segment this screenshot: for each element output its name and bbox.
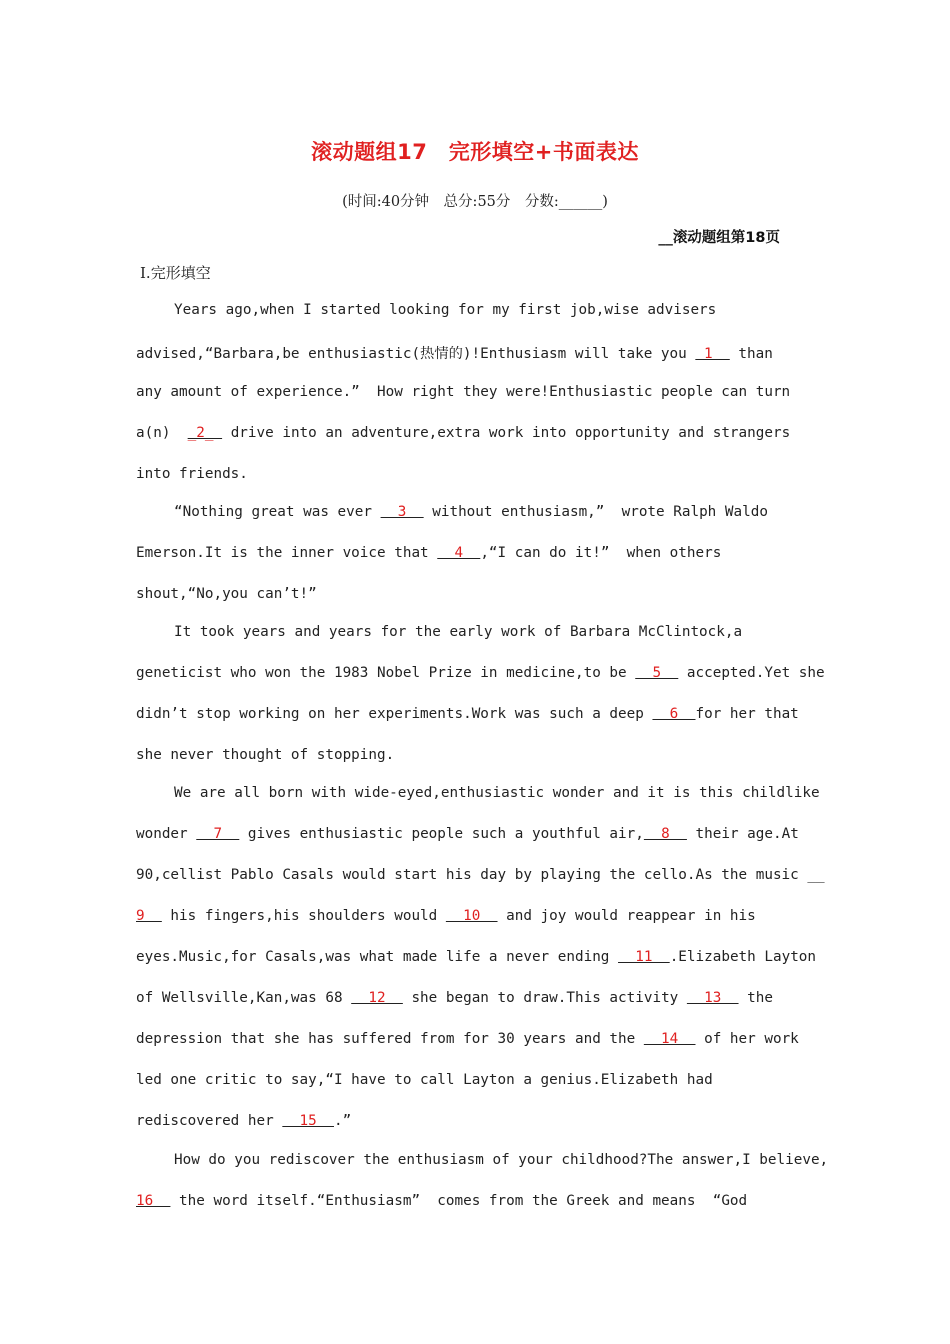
passage-line: rediscovered her 15 .” — [136, 1113, 352, 1129]
page-reference: __滚动题组第18页 — [658, 230, 780, 246]
passage-line: depression that she has suffered from for 30 years and the 14 of her work — [136, 1031, 799, 1047]
page-title: 滚动题组17 完形填空+书面表达 — [311, 140, 639, 164]
blank-13: 13 — [686, 990, 739, 1006]
blank-10: 10 — [445, 908, 498, 924]
passage-line: of Wellsville,Kan,was 68 12 she began to draw.This activity 13 the — [136, 990, 773, 1006]
passage-line: 16 the word itself.“Enthusiasm” comes from the Greek and means “God — [136, 1193, 748, 1209]
blank-12: 12 — [351, 990, 403, 1006]
passage-line: she never thought of stopping. — [136, 747, 395, 763]
passage-line: It took years and years for the early work of Barbara McClintock,a — [174, 624, 743, 640]
blank-1: 1 — [695, 346, 730, 362]
blank-14: 14 — [643, 1031, 696, 1047]
section-heading: Ⅰ.完形填空 — [140, 264, 211, 282]
passage-line: How do you rediscover the enthusiasm of your childhood?The answer,I believe, — [174, 1152, 829, 1168]
passage-line: Years ago,when I started looking for my first job,wise advisers — [174, 302, 717, 318]
blank-5: 5 — [635, 665, 679, 681]
blank-7: 7 — [196, 826, 240, 842]
passage-line: didn’t stop working on her experiments.Work was such a deep 6 for her that — [136, 706, 799, 722]
blank-2: _2_ — [187, 425, 223, 441]
passage-line: any amount of experience.” How right they were!Enthusiastic people can turn — [136, 384, 791, 400]
blank-3: 3 — [380, 504, 424, 520]
passage-line: into friends. — [136, 466, 248, 482]
passage-line: advised,“Barbara,be enthusiastic(热情的)!Enthusiasm will take you 1 than — [136, 346, 773, 362]
passage-line: We are all born with wide-eyed,enthusiastic wonder and it is this childlike — [174, 785, 820, 801]
exam-meta: (时间:40分钟 总分:55分 分数:______) — [342, 194, 608, 210]
passage-line: led one critic to say,“I have to call Layton a genius.Elizabeth had — [136, 1072, 713, 1088]
passage-line: shout,“No,you can’t!” — [136, 586, 317, 602]
passage-line: wonder 7 gives enthusiastic people such a youthful air, 8 their age.At — [136, 826, 799, 842]
passage-line: 9 his fingers,his shoulders would 10 and joy would reappear in his — [136, 908, 756, 924]
passage-line: 90,cellist Pablo Casals would start his day by playing the cello.As the music __ — [136, 867, 825, 883]
passage-line: “Nothing great was ever 3 without enthusiasm,” wrote Ralph Waldo — [174, 504, 768, 520]
blank-9: 9 — [136, 908, 162, 924]
passage-line: geneticist who won the 1983 Nobel Prize in medicine,to be 5 accepted.Yet she — [136, 665, 825, 681]
passage-line: a(n) _2_ drive into an adventure,extra work into opportunity and strangers — [136, 425, 791, 441]
passage-line: eyes.Music,for Casals,was what made life a never ending 11 .Elizabeth Layton — [136, 949, 817, 965]
blank-8: 8 — [643, 826, 687, 842]
blank-6: 6 — [652, 706, 696, 722]
blank-15: 15 — [282, 1113, 334, 1129]
passage-line: Emerson.It is the inner voice that 4 ,“I can do it!” when others — [136, 545, 722, 561]
blank-16: 16 — [136, 1193, 171, 1209]
blank-11: 11 — [618, 949, 670, 965]
blank-4: 4 — [437, 545, 481, 561]
